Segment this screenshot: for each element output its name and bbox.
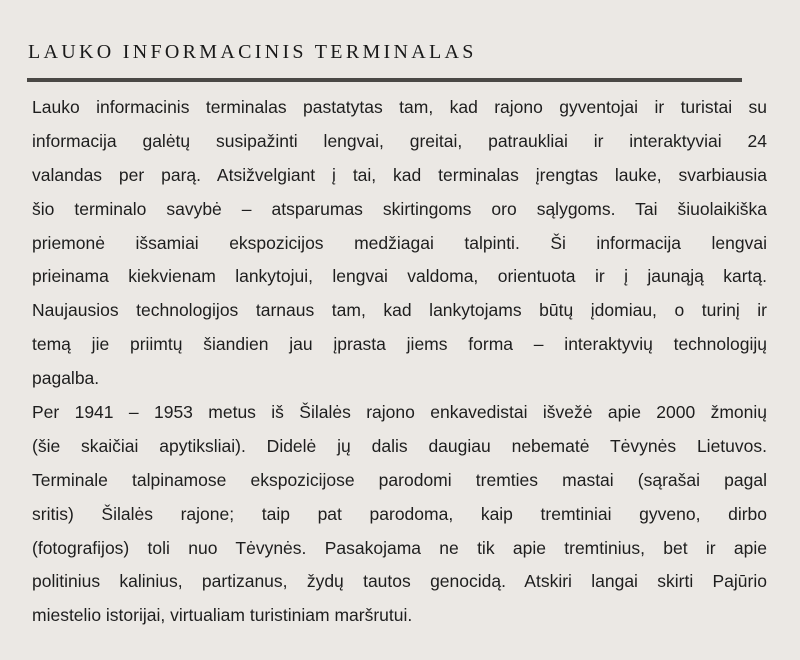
text-line: (fotografijos) toli nuo Tėvynės. Pasakojama ne tik apie tremtinius, bet ir apie xyxy=(32,537,767,558)
text-line: sritis) Šilalės rajone; taip pat parodoma, kaip tremtiniai gyveno, dirbo xyxy=(32,503,767,524)
page-title: LAUKO INFORMACINIS TERMINALAS xyxy=(28,41,477,63)
text-line: prieinama kiekvienam lankytojui, lengvai valdoma, orientuota ir į jaunąją kartą. xyxy=(32,266,767,287)
text-line: Lauko informacinis terminalas pastatytas tam, kad rajono gyventojai ir turistai su xyxy=(32,97,767,117)
text-line: Terminale talpinamose ekspozicijose parodomi tremties mastai (sąrašai pagal xyxy=(32,469,767,490)
text-line: temą jie priimtų šiandien jau įprasta jiems forma – interaktyvių technologijų xyxy=(32,334,767,355)
text-line: informacija galėtų susipažinti lengvai, greitai, patraukliai ir interaktyviai 24 xyxy=(32,130,767,151)
body-text xyxy=(32,91,767,633)
text-line: Naujausios technologijos tarnaus tam, kad lankytojams būtų įdomiau, o turinį ir xyxy=(32,300,767,321)
title-divider xyxy=(27,78,742,82)
text-line: šio terminalo savybė – atsparumas skirtingoms oro sąlygoms. Tai šiuolaikiška xyxy=(32,198,767,219)
paragraph-terminal-description xyxy=(32,91,767,396)
text-line: Per 1941 – 1953 metus iš Šilalės rajono enkavedistai išvežė apie 2000 žmonių xyxy=(32,402,767,423)
text-line: miestelio istorijai, virtualiam turistiniam maršrutui. xyxy=(32,605,413,626)
text-line: (šie skaičiai apytiksliai). Didelė jų dalis daugiau nebematė Tėvynės Lietuvos. xyxy=(32,435,767,456)
paragraph-deportation-history xyxy=(32,396,767,633)
text-line: priemonė išsamiai ekspozicijos medžiagai talpinti. Ši informacija lengvai xyxy=(32,232,767,253)
text-line: politinius kalinius, partizanus, žydų tautos genocidą. Atskiri langai skirti Pajūrio xyxy=(32,571,767,592)
text-line: valandas per parą. Atsižvelgiant į tai, kad terminalas įrengtas lauke, svarbiausia xyxy=(32,164,767,185)
text-line: pagalba. xyxy=(32,368,100,389)
